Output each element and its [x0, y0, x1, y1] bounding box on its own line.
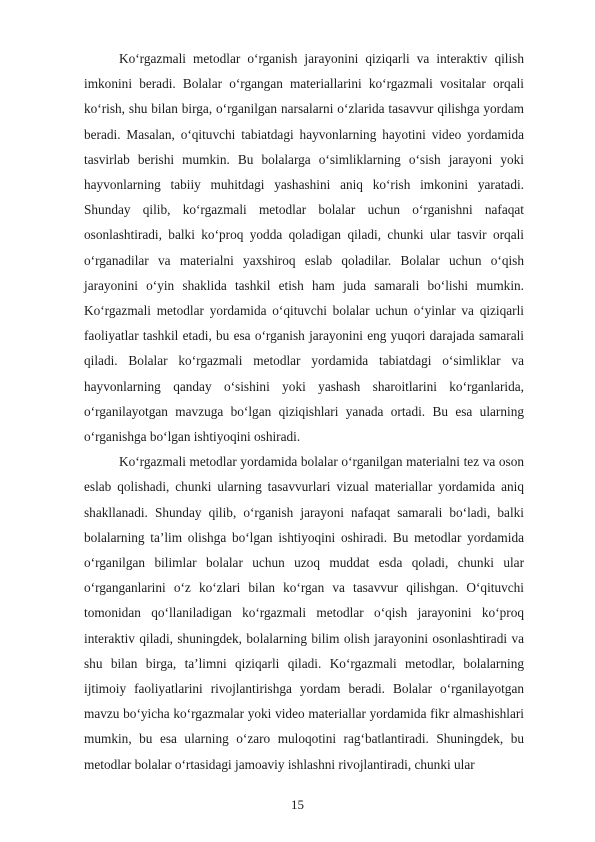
paragraph-1: Ko‘rgazmali metodlar o‘rganish jarayonini qiziqarli va interaktiv qilish imkonini beradi. Bolalar o‘rgangan materiallarini ko‘rgazmali vositalar orqali ko‘rish, shu bilan birga, o‘rganilgan narsalarni o‘zlarida tasavvur qilishga yordam beradi. Masalan, o‘qituvchi tabiatdagi hayvonlarning hayotini video yordamida tasvirlab berishi mumkin. Bu bolalarga o‘simliklarning o‘sish jarayoni yoki hayvonlarning tabiiy muhitdagi yashashini aniq ko‘rish imkonini yaratadi. Shunday qilib, ko‘rgazmali metodlar bolalar uchun o‘rganishni nafaqat osonlashtiradi, balki ko‘proq yodda qoladigan qiladi, chunki ular tasvir orqali o‘rganadilar va materialni yaxshiroq eslab qoladilar. Bolalar uchun o‘qish jarayonini o‘yin shaklida tashkil etish ham juda samarali bo‘lishi mumkin. Ko‘rgazmali metodlar yordamida o‘qituvchi bolalar uchun o‘yinlar va qiziqarli faoliyatlar tashkil etadi, bu esa o‘rganish jarayonini eng yuqori darajada samarali qiladi. Bolalar ko‘rgazmali metodlar yordamida tabiatdagi o‘simliklar va hayvonlarning qanday o‘sishini yoki yashash sharoitlarini ko‘rganlarida, o‘rganilayotgan mavzuga bo‘lgan qiziqishlari yanada ortadi. Bu esa ularning o‘rganishga bo‘lgan ishtiyoqini oshiradi.: [84, 51, 524, 445]
page-number: 15: [291, 797, 304, 812]
paragraph-2: Ko‘rgazmali metodlar yordamida bolalar o‘rganilgan materialni tez va oson eslab qolishadi, chunki ularning tasavvurlari vizual materiallar yordamida aniq shakllanadi. Shunday qilib, o‘rganish jarayoni nafaqat samarali bo‘ladi, balki bolalarning ta’lim olishga bo‘lgan ishtiyoqini oshiradi. Bu metodlar yordamida o‘rganilgan bilimlar bolalar uchun uzoq muddat esda qoladi, chunki ular o‘rganganlarini o‘z ko‘zlari bilan ko‘rgan va tasavvur qilishgan. O‘qituvchi tomonidan qo‘llaniladigan ko‘rgazmali metodlar o‘qish jarayonini ko‘proq interaktiv qiladi, shuningdek, bolalarning bilim olish jarayonini osonlashtiradi va shu bilan birga, ta’limni qiziqarli qiladi. Ko‘rgazmali metodlar, bolalarning ijtimoiy faoliyatlarini rivojlantirishga yordam beradi. Bolalar o‘rganilayotgan mavzu bo‘yicha ko‘rgazmalar yoki video materiallar yordamida fikr almashishlari mumkin, bu esa ularning o‘zaro muloqotini rag‘batlantiradi. Shuningdek, bu metodlar bolalar o‘rtasidagi jamoaviy ishlashni rivojlantiradi, chunki ular: [84, 454, 524, 772]
body-text: [84, 46, 524, 777]
